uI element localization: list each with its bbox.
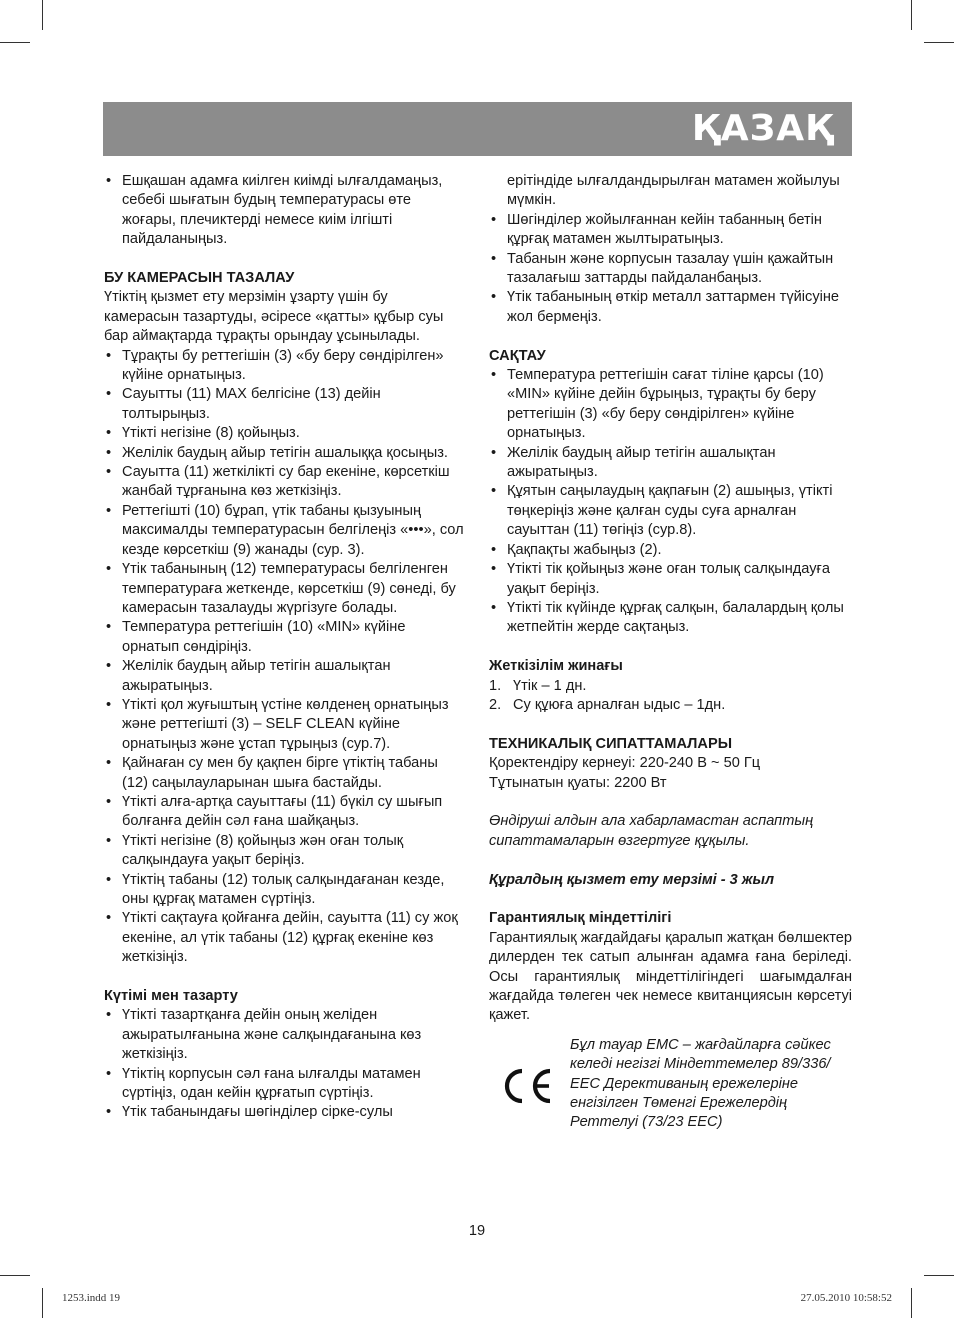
section-heading-kit: Жеткізілім жинағы [489, 658, 623, 675]
crop-mark [0, 42, 30, 43]
footer-timestamp: 27.05.2010 10:58:52 [800, 1292, 892, 1304]
care-continuation: ерітіндіде ылғалдандырылған матамен жойылуы мүмкін. [507, 173, 840, 209]
list-item: • Үтік табанының өткір металл заттармен түйісуіне жол бермеңіз. [489, 288, 852, 327]
ce-mark-icon [503, 1066, 555, 1106]
list-item [489, 696, 852, 715]
list-item: • Үтікті қол жуғыштың үстіне көлденең орнатыңыз және реттегішті (3) – SELF CLEAN күйіне орнатыңыз және ұстап тұрыңыз (сур.7). [104, 696, 466, 754]
list-item: • Температура реттегішін (10) «MIN» күйіне орнатып сөндіріңіз. [104, 618, 466, 657]
crop-mark [42, 1288, 43, 1318]
crop-mark [0, 1275, 30, 1276]
section-heading-warranty: Гарантиялық міндеттілігі [489, 910, 672, 927]
spec-voltage: Қоректендіру кернеуі: 220-240 В ~ 50 Гц [489, 755, 761, 772]
list-item: • Үтіктің табаны (12) толық салқындағанан кезде, оны құрғақ матамен сүртіңіз. [104, 871, 466, 910]
list-item-text: Су құюға арналған ыдыс – 1дн. [513, 696, 726, 713]
kit-list [489, 677, 852, 716]
service-life: Құралдың қызмет ету мерзімі - 3 жыл [489, 871, 775, 888]
crop-mark [911, 0, 912, 30]
list-item-text: Үтік – 1 дн. [513, 677, 587, 694]
warranty-text: Гарантиялық жағдайдағы қаралып жатқан бөлшектер дилерден тек сатып алынған адамға ғана беріледі. Осы гарантиялық міндеттілігіндегі шағымдалған жағдайда төлеген чек немесе квитанциясын көрсетуі қажет. [489, 929, 852, 1024]
care-list [104, 1006, 466, 1122]
list-item: • Ешқашан адамға киілген киімді ылғалдамаңыз, себебі шығатын будың температурасы өте жоғары, плечиктерді немесе киім ілгішті пайдаланыңыз. [104, 172, 466, 250]
list-item: • Үтікті тік қойыңыз және оған толық салқындауға уақыт беріңіз. [489, 560, 852, 599]
spec-power: Тұтынатын қуаты: 2200 Вт [489, 774, 667, 791]
ce-conformity-text: Бұл тауар ЕМС – жағдайларға сәйкес келеді негізгі Міндеттемелер 89/336/ЕЕС Дерективаның ережелеріне енгізілген Төменгі Ережелердің Реттелуі (73/23 ЕЕС) [570, 1036, 831, 1131]
section-heading-care: Күтімі мен тазарту [104, 988, 238, 1005]
list-item: • Табанын және корпусын тазалау үшін қажайтын тазалағыш заттарды пайдаланбаңыз. [489, 250, 852, 289]
left-column [104, 172, 466, 1123]
list-item: • Үтікті тік күйінде құрғақ салқын, балалардың қолы жетпейтін жерде сақтаңыз. [489, 599, 852, 638]
section-heading-specs: ТЕХНИКАЛЫҚ СИПАТТАМАЛАРЫ [489, 735, 732, 752]
list-item: • Үтікті тазартқанға дейін оның желіден ажыратылғанына және салқындағанына көз жеткізіңіз. [104, 1006, 466, 1064]
list-item: • Құятын саңылаудың қақпағын (2) ашыңыз, үтікті төңкеріңіз және қалған суды суға арналған сауыттан (11) төгіңіз (сур.8). [489, 482, 852, 540]
care-list-continued [489, 211, 852, 327]
crop-mark [911, 1288, 912, 1318]
language-title: ҚАЗАҚ [691, 108, 834, 149]
list-item: • Үтікті сақтауға қойғанға дейін, сауытта (11) су жоқ екеніне, ал үтік табаны (12) құрғақ екеніне көз жеткізіңіз. [104, 909, 466, 967]
steam-clean-list [104, 347, 466, 968]
section-heading-steam-clean: БУ КАМЕРАСЫН ТАЗАЛАУ [104, 270, 295, 287]
list-item: • Үтік табанындағы шөгінділер сірке-сулы [104, 1103, 466, 1122]
crop-mark [42, 0, 43, 30]
list-item [489, 677, 852, 696]
list-item: • Шөгінділер жойылғаннан кейін табанның бетін құрғақ матамен жылтыратыңыз. [489, 211, 852, 250]
list-item: • Сауытты (11) MAX белгісіне (13) дейін толтырыңыз. [104, 385, 466, 424]
list-item: • Желілік баудың айыр тетігін ашалықтан ажыратыңыз. [104, 657, 466, 696]
list-number: 1. [489, 677, 502, 694]
list-item: • Үтік табанының (12) температурасы белгіленген температураға жеткенде, көрсеткіш (9) сөнеді, бу камерасын тазалауды жүргізуге болады. [104, 560, 466, 618]
list-item: • Үтікті негізіне (8) қойыңыз жән оған толық салқындауға уақыт беріңіз. [104, 832, 466, 871]
list-item: • Үтікті негізіне (8) қойыңыз. [104, 424, 466, 443]
crop-mark [924, 42, 954, 43]
list-item: • Үтікті алға-артқа сауыттағы (11) бүкіл су шығып болғанға дейін сәл ғана шайқаңыз. [104, 793, 466, 832]
ce-conformity-block [489, 1036, 852, 1156]
footer-file-name: 1253.indd 19 [62, 1292, 121, 1304]
crop-mark [924, 1275, 954, 1276]
list-item: • Температура реттегішін сағат тіліне қарсы (10) «MIN» күйіне дейін бұрыңыз, тұрақты бу беру реттегішін (3) «бу беру сөндірілген» күйіне орнатыңыз. [489, 366, 852, 444]
list-item: • Қайнаған су мен бу қақпен бірге үтіктің табаны (12) саңылауларынан шыға бастайды. [104, 754, 466, 793]
right-column [489, 172, 852, 1156]
page-number: 19 [468, 1223, 486, 1239]
manufacturer-disclaimer: Өндіруші алдын ала хабарламастан аспаптың сипаттамаларын өзгертуге құқылы. [489, 813, 814, 849]
list-item: • Желілік баудың айыр тетігін ашалыққа қосыңыз. [104, 444, 466, 463]
intro-bullet-list [104, 172, 466, 250]
language-header-band [103, 102, 852, 156]
list-item: • Сауытта (11) жеткілікті су бар екеніне, көрсеткіш жанбай тұрғанына көз жеткізіңіз. [104, 463, 466, 502]
storage-list [489, 366, 852, 638]
list-item: • Реттегішті (10) бұрап, үтік табаны қызуының максималды температурасын белгілеңіз «•••», сол кезде көрсеткіш (9) жанады (сур. 3). [104, 502, 466, 560]
list-item: • Тұрақты бу реттегішін (3) «бу беру сөндірілген» күйіне орнатыңыз. [104, 347, 466, 386]
list-item: • Қақпақты жабыңыз (2). [489, 541, 852, 560]
section-heading-storage: САҚТАУ [489, 347, 546, 364]
list-number: 2. [489, 696, 502, 713]
list-item: • Үтіктің корпусын сәл ғана ылғалды матамен сүртіңіз, одан кейін құрғатып сүртіңіз. [104, 1065, 466, 1104]
list-item: • Желілік баудың айыр тетігін ашалықтан ажыратыңыз. [489, 444, 852, 483]
section-intro: Үтіктің қызмет ету мерзімін ұзарту үшін бу камерасын тазартуды, әсіресе «қатты» құбыр суы бар аймақтарда тұрақты орындау ұсынылады. [104, 289, 444, 345]
